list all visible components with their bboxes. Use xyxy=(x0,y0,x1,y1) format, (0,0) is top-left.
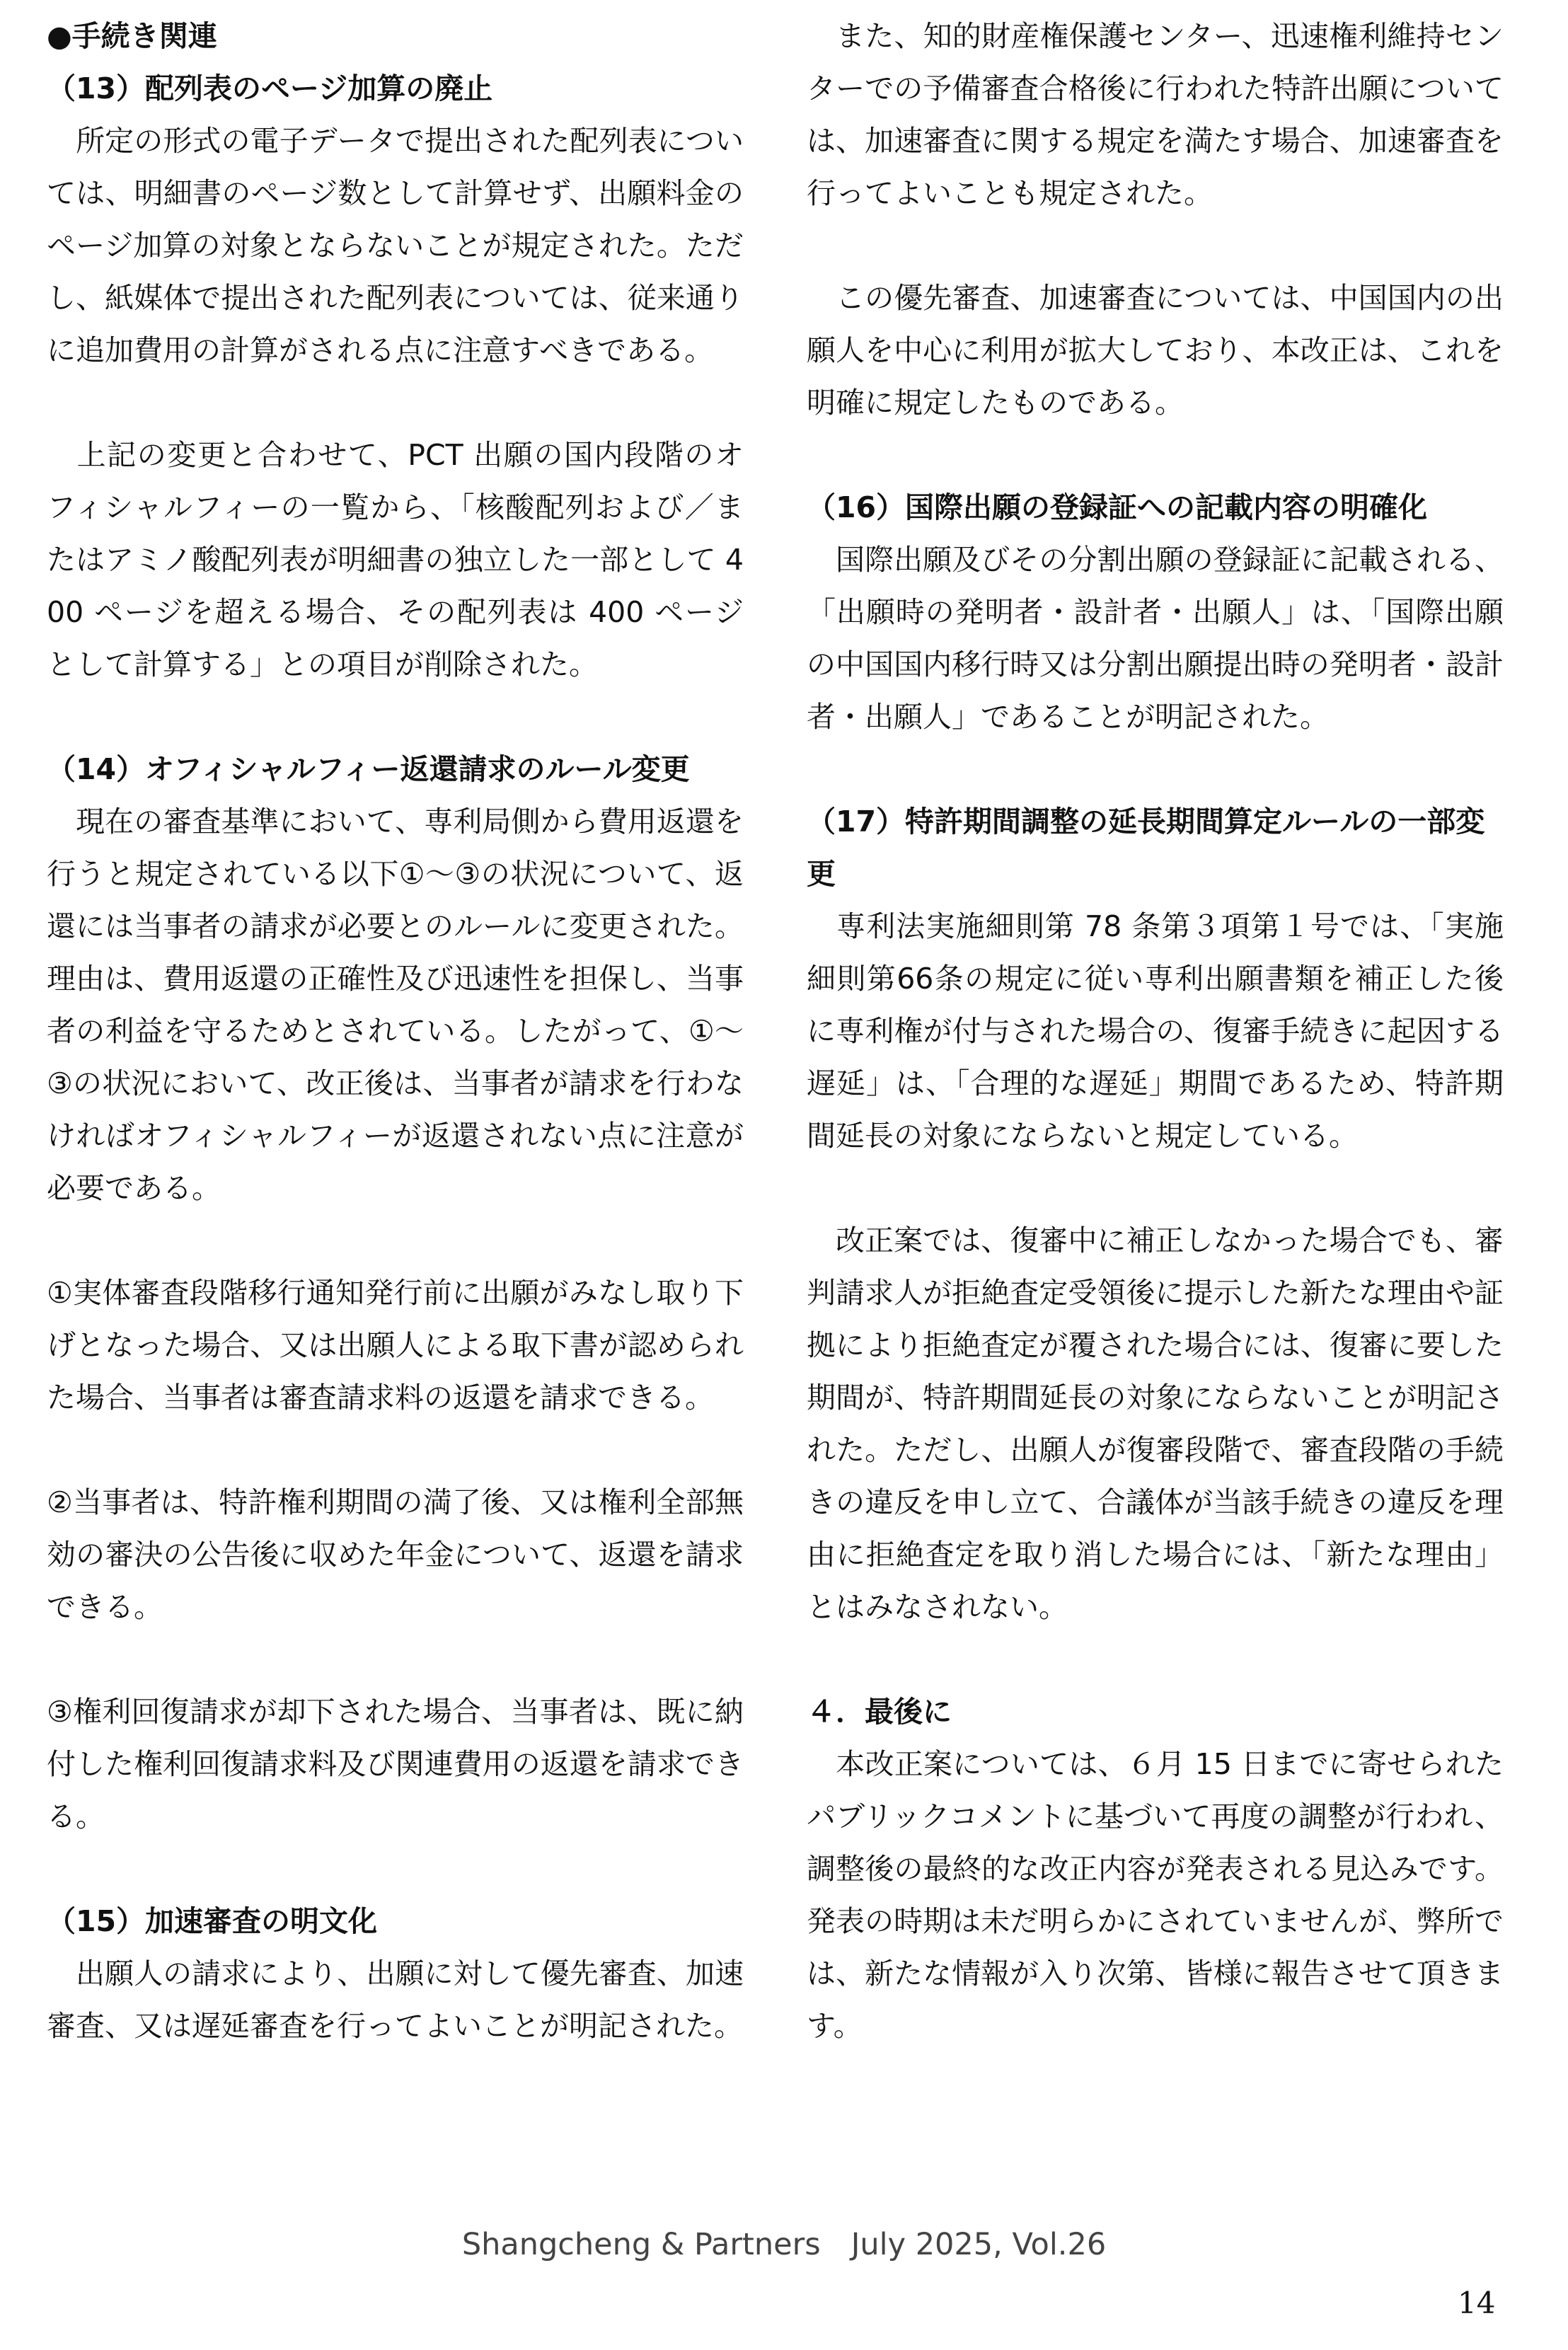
heading-4: ４．最後に xyxy=(807,1695,952,1729)
page-number: 14 xyxy=(1458,2286,1496,2320)
heading-17: （17）特許期間調整の延長期間算定ルールの一部変更 xyxy=(807,805,1485,891)
left-column xyxy=(47,10,744,2052)
heading-13: （13）配列表のページ加算の廃止 xyxy=(47,71,493,105)
paragraph-15-2: また、知的財産権保護センター、迅速権利維持センターでの予備審査合格後に行われた特許出願については、加速審査に関する規定を満たす場合、加速審査を行ってよいことも規定された。 xyxy=(807,19,1504,210)
paragraph-17-1: 専利法実施細則第 78 条第３項第１号では、「実施細則第66条の規定に従い専利出願書類を補正した後に専利権が付与された場合の、復審手続きに起因する遅延」は、「合理的な遅延」期間であるため、特許期間延長の対象にならないと規定している。 xyxy=(807,909,1504,1153)
spacer xyxy=(807,743,1504,795)
right-column xyxy=(807,10,1504,2052)
heading-14: （14）オフィシャルフィー返還請求のルール変更 xyxy=(47,752,690,786)
spacer xyxy=(47,1424,744,1476)
spacer xyxy=(47,691,744,743)
paragraph-14-1: 現在の審査基準において、専利局側から費用返還を行うと規定されている以下①～③の状況について、返還には当事者の請求が必要とのルールに変更された。理由は、費用返還の正確性及び迅速性を担保し、当事者の利益を守るためとされている。したがって、①～③の状況において、改正後は、当事者が請求を行わなければオフィシャルフィーが返還されない点に注意が必要である。 xyxy=(47,805,744,1205)
paragraph-14-2: ①実体審査段階移行通知発行前に出願がみなし取り下げとなった場合、又は出願人による取下書が認められた場合、当事者は審査請求料の返還を請求できる。 xyxy=(47,1276,744,1415)
spacer xyxy=(47,1214,744,1267)
paragraph-14-4: ③権利回復請求が却下された場合、当事者は、既に納付した権利回復請求料及び関連費用の返還を請求できる。 xyxy=(47,1695,744,1833)
spacer xyxy=(47,1843,744,1895)
spacer xyxy=(807,1162,1504,1214)
spacer xyxy=(807,429,1504,481)
paragraph-16-1: 国際出願及びその分割出願の登録証に記載される、「出願時の発明者・設計者・出願人」は、「国際出願の中国国内移行時又は分割出願提出時の発明者・設計者・出願人」であることが明記された。 xyxy=(807,543,1504,734)
paragraph-4-1: 本改正案については、６月 15 日までに寄せられたパブリックコメントに基づいて再度の調整が行われ、調整後の最終的な改正内容が発表される見込みです。発表の時期は未だ明らかにされていませんが、弊所では、新たな情報が入り次第、皆様に報告させて頂きます。 xyxy=(807,1747,1504,2043)
footer-publication: Shangcheng & Partners July 2025, Vol.26 xyxy=(461,2227,1107,2262)
section-label: ●手続き関連 xyxy=(47,19,217,53)
spacer xyxy=(47,1633,744,1686)
spacer xyxy=(47,376,744,429)
paragraph-15-3: この優先審査、加速審査については、中国国内の出願人を中心に利用が拡大しており、本改正は、これを明確に規定したものである。 xyxy=(807,281,1504,420)
paragraph-13-1: 所定の形式の電子データで提出された配列表については、明細書のページ数として計算せず、出願料金のページ加算の対象とならないことが規定された。ただし、紙媒体で提出された配列表については、従来通りに追加費用の計算がされる点に注意すべきである。 xyxy=(47,124,744,367)
paragraph-13-2: 上記の変更と合わせて、PCT 出願の国内段階のオフィシャルフィーの一覧から、「核酸配列および／またはアミノ酸配列表が明細書の独立した一部として 400 ページを超える場合、その配列表は 400 ページとして計算する」との項目が削除された。 xyxy=(47,438,744,681)
paragraph-17-2: 改正案では、復審中に補正しなかった場合でも、審判請求人が拒絶査定受領後に提示した新たな理由や証拠により拒絶査定が覆された場合には、復審に要した期間が、特許期間延長の対象にならないことが明記された。ただし、出願人が復審段階で、審査段階の手続きの違反を申し立て、合議体が当該手続きの違反を理由に拒絶査定を取り消した場合には、「新たな理由」とはみなされない。 xyxy=(807,1223,1504,1624)
paragraph-15-1: 出願人の請求により、出願に対して優先審査、加速審査、又は遅延審査を行ってよいことが明記された。 xyxy=(47,1957,744,2043)
heading-15: （15）加速審査の明文化 xyxy=(47,1904,378,1938)
spacer xyxy=(807,1633,1504,1686)
heading-16: （16）国際出願の登録証への記載内容の明確化 xyxy=(807,490,1428,524)
spacer xyxy=(807,219,1504,272)
paragraph-14-3: ②当事者は、特許権利期間の満了後、又は権利全部無効の審決の公告後に収めた年金について、返還を請求できる。 xyxy=(47,1485,744,1624)
